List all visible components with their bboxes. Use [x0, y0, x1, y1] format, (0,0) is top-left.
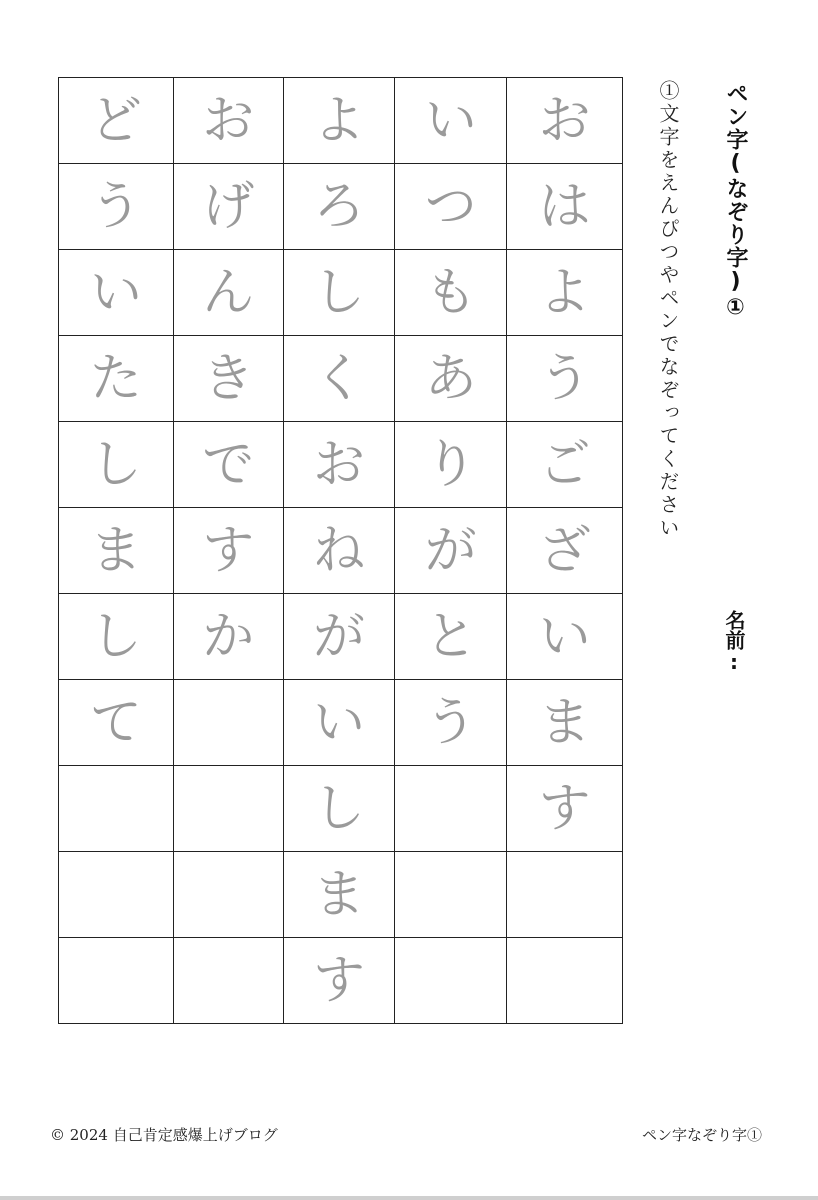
tracing-cell: ろ — [284, 164, 395, 250]
tracing-cell: お — [174, 78, 283, 164]
worksheet-title: ペン字(なぞり字)① — [723, 82, 748, 321]
tracing-cell: よ — [507, 250, 622, 336]
empty-cell — [174, 938, 283, 1024]
tracing-cell: げ — [174, 164, 283, 250]
tracing-cell: が — [395, 508, 506, 594]
tracing-cell: り — [395, 422, 506, 508]
tracing-cell: い — [284, 680, 395, 766]
tracing-cell: て — [59, 680, 173, 766]
tracing-cell: が — [284, 594, 395, 680]
grid-column — [283, 78, 395, 1024]
grid-column — [394, 78, 506, 1024]
tracing-cell: つ — [395, 164, 506, 250]
tracing-cell: う — [395, 680, 506, 766]
tracing-cell: い — [59, 250, 173, 336]
empty-cell — [174, 766, 283, 852]
tracing-cell: ん — [174, 250, 283, 336]
tracing-cell: か — [174, 594, 283, 680]
footer-page-title: ペン字なぞり字① — [641, 1126, 762, 1144]
tracing-cell: お — [507, 78, 622, 164]
footer-copyright: © 2024 自己肯定感爆上げブログ — [50, 1126, 278, 1144]
tracing-cell: す — [174, 508, 283, 594]
tracing-cell: く — [284, 336, 395, 422]
empty-cell — [59, 766, 173, 852]
tracing-cell: ご — [507, 422, 622, 508]
tracing-cell: と — [395, 594, 506, 680]
tracing-cell: ね — [284, 508, 395, 594]
tracing-cell: ま — [59, 508, 173, 594]
tracing-cell: き — [174, 336, 283, 422]
tracing-cell: も — [395, 250, 506, 336]
instruction-text: ①文字をえんぴつやペンでなぞってください — [656, 80, 680, 540]
tracing-cell: う — [507, 336, 622, 422]
empty-cell — [59, 938, 173, 1024]
empty-cell — [507, 852, 622, 938]
empty-cell — [395, 852, 506, 938]
tracing-cell: し — [284, 250, 395, 336]
empty-cell — [507, 938, 622, 1024]
tracing-cell: ど — [59, 78, 173, 164]
tracing-cell: ま — [284, 852, 395, 938]
tracing-cell: ざ — [507, 508, 622, 594]
tracing-cell: い — [507, 594, 622, 680]
page-bottom-divider — [0, 1196, 818, 1200]
tracing-cell: あ — [395, 336, 506, 422]
name-field-label: 名前: — [722, 610, 746, 674]
empty-cell — [174, 680, 283, 766]
tracing-cell: う — [59, 164, 173, 250]
tracing-cell: い — [395, 78, 506, 164]
tracing-cell: よ — [284, 78, 395, 164]
tracing-cell: す — [507, 766, 622, 852]
grid-column — [506, 78, 622, 1024]
tracing-cell: ま — [507, 680, 622, 766]
grid-column — [58, 78, 173, 1024]
tracing-cell: す — [284, 938, 395, 1024]
tracing-grid — [58, 77, 623, 1024]
tracing-cell: し — [59, 422, 173, 508]
empty-cell — [395, 938, 506, 1024]
empty-cell — [59, 852, 173, 938]
empty-cell — [395, 766, 506, 852]
tracing-cell: し — [284, 766, 395, 852]
tracing-cell: し — [59, 594, 173, 680]
tracing-cell: た — [59, 336, 173, 422]
grid-column — [173, 78, 283, 1024]
empty-cell — [174, 852, 283, 938]
tracing-cell: は — [507, 164, 622, 250]
tracing-cell: お — [284, 422, 395, 508]
tracing-cell: で — [174, 422, 283, 508]
